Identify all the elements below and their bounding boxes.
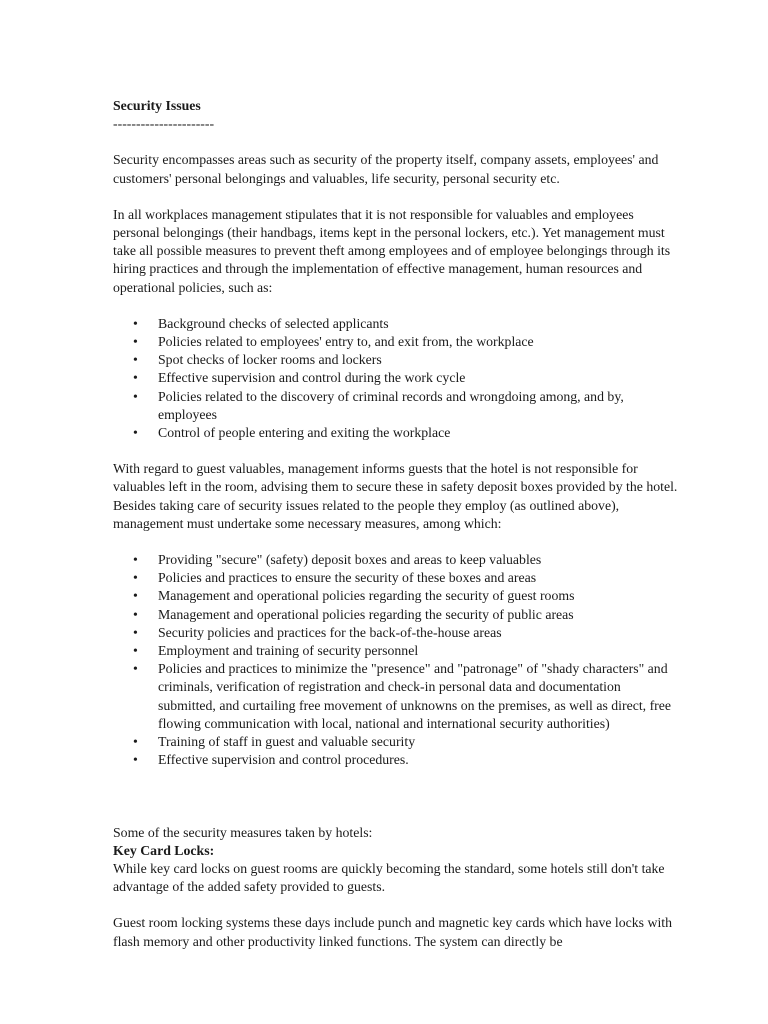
document-title: Security Issues xyxy=(113,98,201,113)
section-heading-key-card-locks: Key Card Locks: xyxy=(113,842,215,858)
list-item: • Security policies and practices for the back-of-the-house areas xyxy=(113,624,679,642)
paragraph-guest-valuables: With regard to guest valuables, management informs guests that the hotel is not responsible for valuables left in the room, advising them to secure these in safety deposit boxes provided by the hotel. Besides taking care of security issues related to the people they employ (as outlined above), management must undertake some necessary measures, among which: xyxy=(113,461,678,531)
spacer xyxy=(113,896,679,914)
guest-measures-list xyxy=(113,551,679,769)
employee-measures-list xyxy=(113,315,679,442)
list-item: • Spot checks of locker rooms and lockers xyxy=(113,351,679,369)
list-item: • Control of people entering and exiting the workplace xyxy=(113,424,679,442)
paragraph-locking-systems: Guest room locking systems these days include punch and magnetic key cards which have locks with flash memory and other productivity linked functions. The system can directly be xyxy=(113,915,673,949)
list-item: • Policies related to the discovery of criminal records and wrongdoing among, and by, employees xyxy=(113,388,679,424)
spacer xyxy=(113,770,679,824)
list-item: • Policies related to employees' entry to, and exit from, the workplace xyxy=(113,333,679,351)
list-item: • Background checks of selected applicants xyxy=(113,315,679,333)
paragraph-hotel-measures-intro: Some of the security measures taken by hotels: xyxy=(113,824,373,840)
paragraph-workplace-policy: In all workplaces management stipulates that it is not responsible for valuables and employees personal belongings (their handbags, items kept in the personal lockers, etc.). Yet management must take all possible measures to prevent theft among employees and of employee belongings through its hiring practices and through the implementation of effective management, human resources and operational policies, such as: xyxy=(113,206,671,295)
list-item: • Policies and practices to ensure the security of these boxes and areas xyxy=(113,569,679,587)
list-item: • Policies and practices to minimize the "presence" and "patronage" of "shady characters" and criminals, verification of registration and check-in personal data and documentation submitted, and curtailing free movement of unknowns on the premises, as well as direct, free flowing communication with local, national and international security authorities) xyxy=(113,660,679,733)
paragraph-key-card-standard: While key card locks on guest rooms are quickly becoming the standard, some hotels still don't take advantage of the added safety provided to guests. xyxy=(113,860,665,895)
list-item: • Management and operational policies regarding the security of public areas xyxy=(113,606,679,624)
spacer xyxy=(113,442,679,460)
paragraph-security-definition: Security encompasses areas such as security of the property itself, company assets, employees' and customers' personal belongings and valuables, life security, personal security etc. xyxy=(113,152,659,186)
spacer xyxy=(113,133,679,151)
spacer xyxy=(113,297,679,315)
list-item: • Management and operational policies regarding the security of guest rooms xyxy=(113,587,679,605)
title-underline: ---------------------- xyxy=(113,116,215,132)
list-item: • Effective supervision and control procedures. xyxy=(113,751,679,769)
spacer xyxy=(113,188,679,206)
list-item: • Training of staff in guest and valuable security xyxy=(113,733,679,751)
list-item: • Employment and training of security personnel xyxy=(113,642,679,660)
spacer xyxy=(113,533,679,551)
list-item: • Providing "secure" (safety) deposit boxes and areas to keep valuables xyxy=(113,551,679,569)
document-body xyxy=(113,97,679,951)
list-item: • Effective supervision and control during the work cycle xyxy=(113,369,679,387)
